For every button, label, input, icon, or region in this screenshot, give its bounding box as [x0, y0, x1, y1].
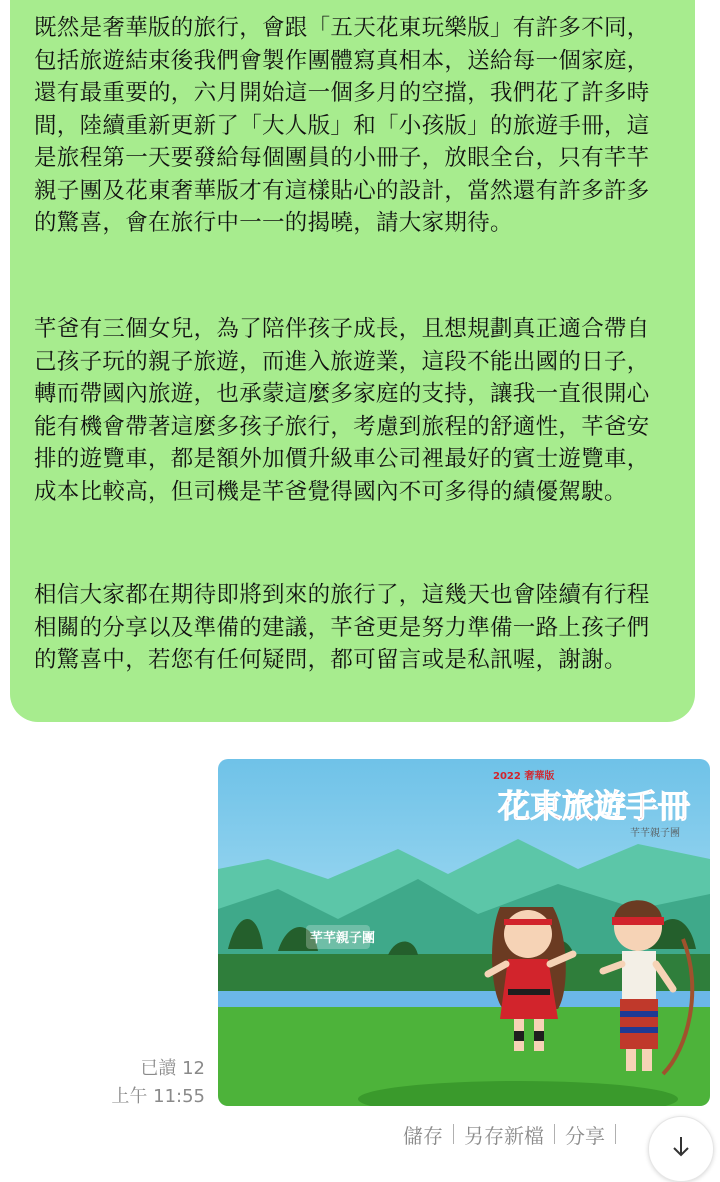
image-attachment[interactable] — [218, 759, 710, 1106]
message-paragraph-1: 既然是奢華版的旅行，會跟「五天花東玩樂版」有許多不同，包括旅遊結束後我們會製作團體寫真相本，送給每一個家庭，還有最重要的，六月開始這一個多月的空擋，我們花了許多時間，陸續重新更新了「大人版」和「小孩版」的旅遊手冊，這是旅程第一天要發給每個團員的小冊子，放眼全台，只有芊芊親子團及花東奢華版才有這樣貼心的設計，當然還有許多許多的驚喜，會在旅行中一一的揭曉，請大家期待。 — [34, 15, 650, 236]
travel-handbook-cover — [218, 759, 710, 1106]
message-paragraph-3: 相信大家都在期待即將到來的旅行了，這幾天也會陸續有行程相關的分享以及準備的建議，芊爸更是努力準備一路上孩子們的驚喜中，若您有任何疑問，都可留言或是私訊喔，謝謝。 — [34, 582, 650, 673]
divider — [453, 1124, 454, 1144]
share-button[interactable]: 分享 — [565, 1123, 605, 1148]
save-as-button[interactable]: 另存新檔 — [464, 1123, 544, 1148]
cover-subtitle: 芊芊親子團 — [630, 828, 680, 839]
image-action-bar — [403, 1120, 626, 1148]
message-paragraph-2: 芊爸有三個女兒，為了陪伴孩子成長，且想規劃真正適合帶自己孩子玩的親子旅遊，而進入旅遊業，這段不能出國的日子，轉而帶國內旅遊，也承蒙這麼多家庭的支持，讓我一直很開心能有機會帶著這麼多孩子旅行，考慮到旅程的舒適性，芊爸安排的遊覽車，都是額外加價升級車公司裡最好的賓士遊覽車，成本比較高，但司機是芊爸覺得國內不可多得的績優駕駛。 — [34, 316, 650, 505]
save-button[interactable]: 儲存 — [403, 1123, 443, 1148]
cover-year-line: 2022 奢華版 — [493, 771, 555, 782]
download-button[interactable] — [648, 1116, 714, 1182]
cover-title: 花東旅遊手冊 — [498, 787, 691, 825]
divider — [615, 1124, 616, 1144]
divider — [554, 1124, 555, 1144]
cover-logo: 芊芊親子團 — [310, 931, 376, 946]
download-icon — [671, 1135, 691, 1161]
read-status: 已讀 12 — [140, 1058, 205, 1079]
message-time: 上午 11:55 — [111, 1086, 205, 1107]
